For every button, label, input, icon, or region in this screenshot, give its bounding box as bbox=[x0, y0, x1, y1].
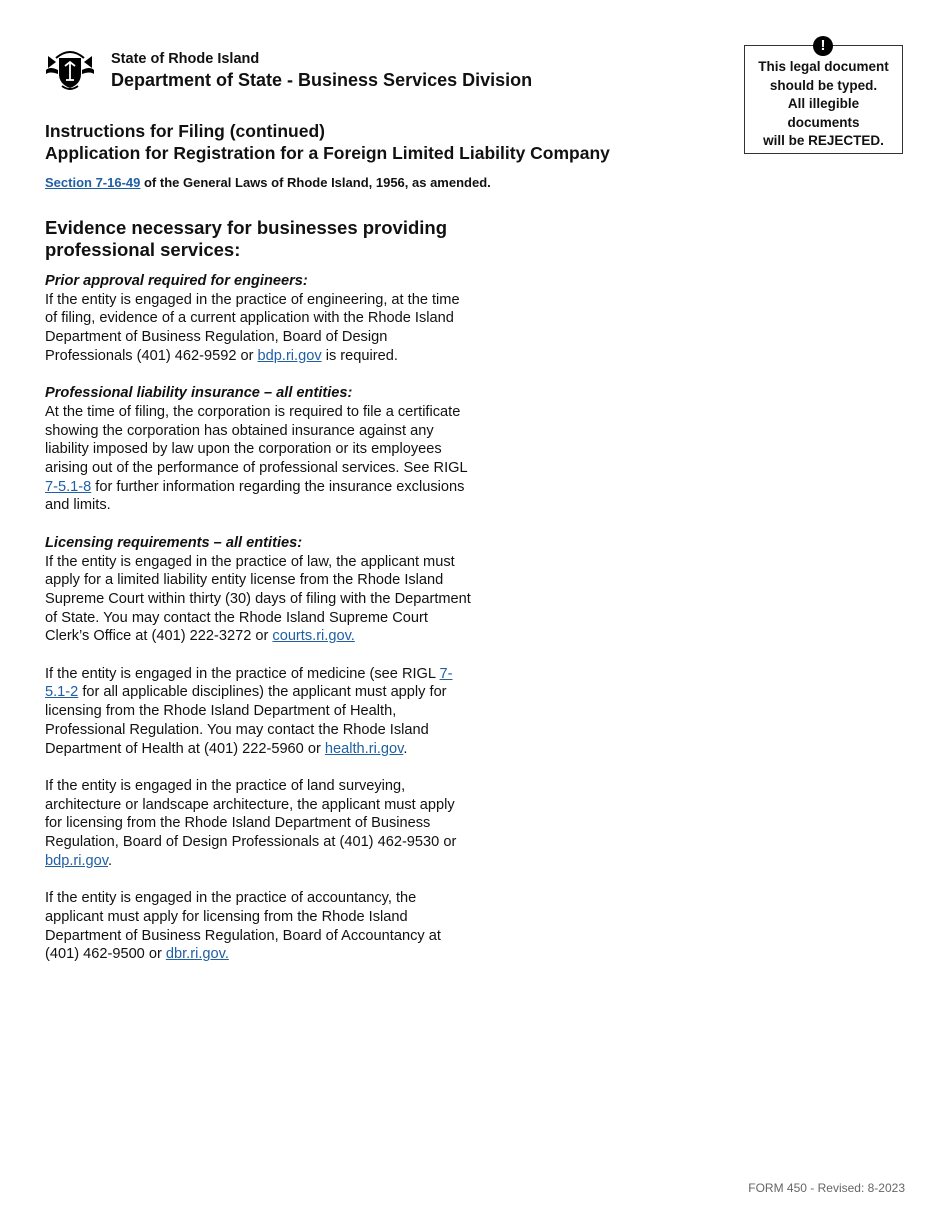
statute-text: of the General Laws of Rhode Island, 1956, as amended. bbox=[140, 175, 491, 190]
rejection-notice-box bbox=[744, 37, 903, 154]
accountancy-text: If the entity is engaged in the practice of accountancy, the applicant must apply for licensing from the Rhode Island Department of Business Regulation, Board of Accountancy at (401) 462-9500 or bbox=[45, 890, 441, 963]
surveying-text: If the entity is engaged in the practice of land surveying, architecture or landscape architecture, the applicant must apply for licensing from the Rhode Island Department of Business Regulation, Board of Design Professionals at (401) 462-9530 or bbox=[45, 777, 457, 851]
rigl-7-5-1-2-link[interactable]: 7-5.1-2 bbox=[45, 665, 453, 701]
medicine-section bbox=[45, 665, 475, 759]
notice-line: will be REJECTED. bbox=[763, 133, 884, 148]
instructions-body bbox=[45, 272, 475, 983]
bdp-link[interactable]: bdp.ri.gov bbox=[257, 347, 322, 364]
engineers-text: If the entity is engaged in the practice of engineering, at the time of filing, evidence of a current application with the Rhode Island Department of Business Regulation, Board of Design Professionals (401) 462-9592 or bbox=[45, 291, 460, 364]
statute-link[interactable]: Section 7-16-49 bbox=[45, 175, 141, 190]
header-state: State of Rhode Island bbox=[111, 51, 260, 67]
insurance-text-end: for further information regarding the insurance exclusions and limits. bbox=[45, 478, 465, 514]
engineers-heading: Prior approval required for engineers: bbox=[45, 273, 308, 289]
dbr-link[interactable]: dbr.ri.gov. bbox=[165, 946, 229, 963]
header-department: Department of State - Business Services Division bbox=[111, 70, 533, 90]
insurance-heading: Professional liability insurance – all entities: bbox=[45, 385, 353, 402]
page-title-line1: Instructions for Filing (continued) bbox=[45, 121, 325, 141]
insurance-section bbox=[45, 384, 475, 515]
licensing-heading: Licensing requirements – all entities: bbox=[45, 534, 303, 551]
law-section bbox=[45, 534, 475, 646]
notice-line: All illegible bbox=[787, 96, 860, 111]
engineers-section bbox=[45, 272, 475, 366]
form-footer: FORM 450 - Revised: 8-2023 bbox=[748, 1181, 905, 1195]
bdp-link-2[interactable]: bdp.ri.gov bbox=[45, 852, 109, 869]
rigl-7-5-1-8-link[interactable]: 7-5.1-8 bbox=[45, 478, 92, 495]
notice-text bbox=[745, 58, 902, 151]
medicine-text-end: . bbox=[403, 740, 408, 757]
medicine-text-2: for all applicable disciplines) the applicant must apply for licensing from the Rhode Island Department of Health, Professional Regulation. You may contact the Rhode Island Department of Health at (401) 222-5960 or bbox=[45, 684, 447, 757]
evidence-heading: Evidence necessary for businesses providing professional services: bbox=[45, 217, 448, 260]
statute-reference bbox=[45, 175, 491, 190]
notice-line: should be typed. bbox=[769, 77, 878, 93]
insurance-text: At the time of filing, the corporation is required to file a certificate showing the corporation has obtained insurance against any liability imposed by law upon the corporation or its employees arising out of the performance of professional services. See RIGL bbox=[45, 403, 468, 477]
law-text: If the entity is engaged in the practice of law, the applicant must apply for a limited liability entity license from the Rhode Island Supreme Court within thirty (30) days of filing with the Department of State. You may contact the Rhode Island Supreme Court Clerk’s Office at (401) 222-3272 or bbox=[45, 553, 471, 645]
medicine-text: If the entity is engaged in the practice of medicine (see RIGL bbox=[45, 665, 440, 682]
accountancy-section bbox=[45, 889, 475, 964]
notice-line: documents bbox=[787, 114, 860, 130]
surveying-text-end: . bbox=[108, 852, 113, 869]
page-title-line2: Application for Registration for a Foreign Limited Liability Company bbox=[45, 143, 610, 163]
exclamation-icon: ! bbox=[813, 36, 833, 56]
state-seal-logo bbox=[44, 44, 96, 92]
courts-link[interactable]: courts.ri.gov. bbox=[272, 628, 355, 645]
surveying-section bbox=[45, 777, 475, 871]
notice-line: This legal document bbox=[758, 59, 889, 74]
health-link[interactable]: health.ri.gov bbox=[324, 740, 404, 757]
engineers-text-end: is required. bbox=[321, 347, 398, 364]
